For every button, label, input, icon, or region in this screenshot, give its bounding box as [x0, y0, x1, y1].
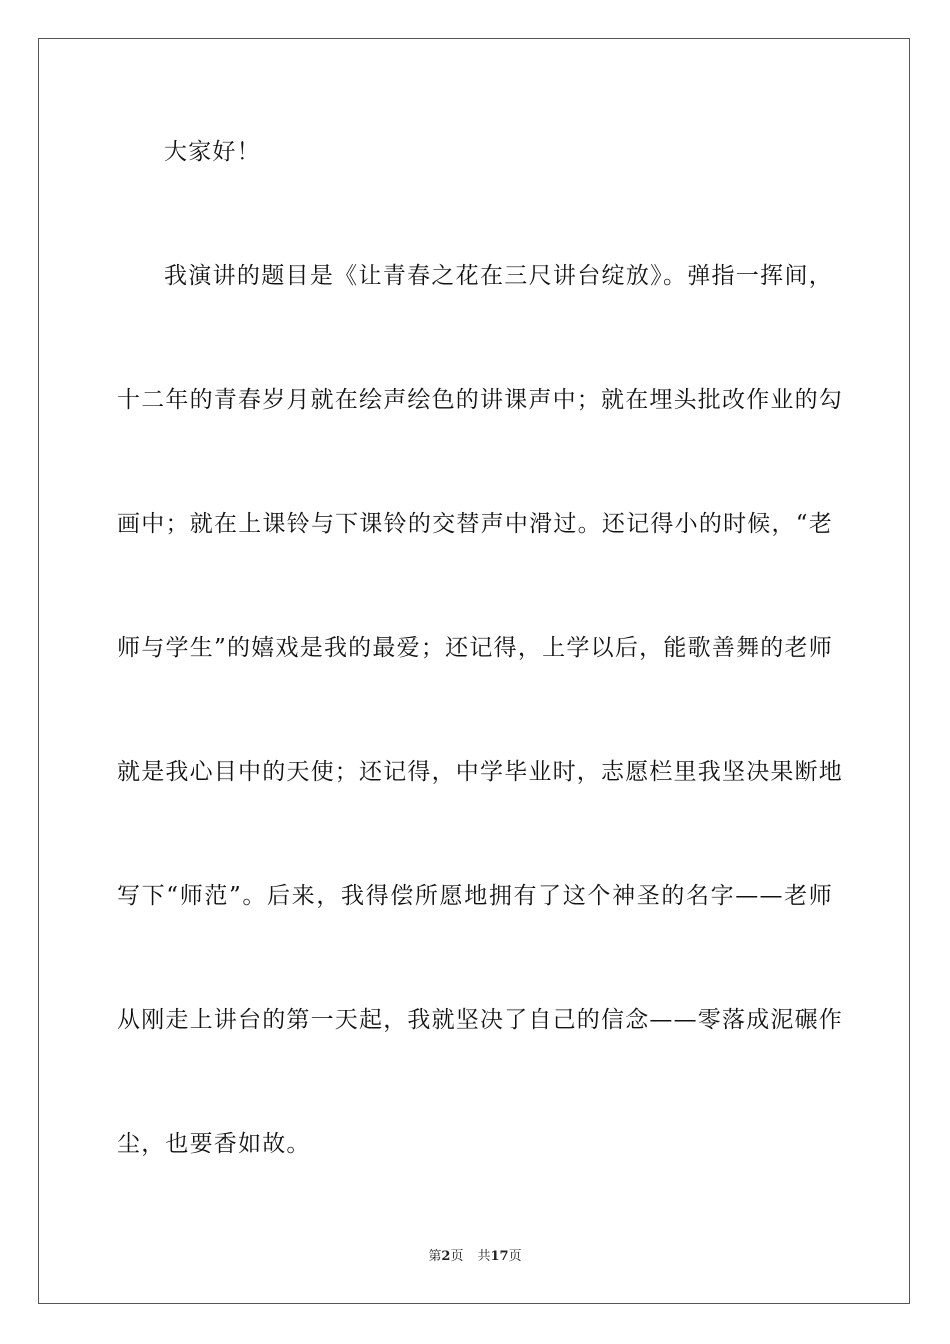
text-line: 尘，也要香如故。 [117, 1131, 311, 1157]
paragraph-greeting: 大家好！ [164, 139, 261, 165]
total-pages: 17 [490, 1249, 509, 1264]
page-footer [0, 1248, 950, 1266]
text-line: 师与学生”的嬉戏是我的最爱；还记得，上学以后，能歌善舞的老师 [117, 635, 833, 661]
page-frame [38, 38, 910, 1304]
text-line: 十二年的青春岁月就在绘声绘色的讲课声中；就在埋头批改作业的勾 [117, 387, 843, 413]
text-line: 就是我心目中的天使；还记得，中学毕业时，志愿栏里我坚决果断地 [117, 759, 843, 785]
page-number: 2 [441, 1249, 451, 1264]
total-suffix: 页 [508, 1249, 522, 1264]
page-suffix: 页 [450, 1249, 464, 1264]
text-line: 写下“师范”。后来，我得偿所愿地拥有了这个神圣的名字——老师 [117, 883, 833, 909]
page-prefix: 第 [428, 1249, 442, 1264]
text-line: 画中；就在上课铃与下课铃的交替声中滑过。还记得小的时候，“老 [117, 511, 833, 537]
text-line: 从刚走上讲台的第一天起，我就坚决了自己的信念——零落成泥碾作 [117, 1007, 843, 1033]
text-line: 我演讲的题目是《让青春之花在三尺讲台绽放》。弹指一挥间， [164, 263, 833, 289]
total-prefix: 共 [477, 1249, 491, 1264]
